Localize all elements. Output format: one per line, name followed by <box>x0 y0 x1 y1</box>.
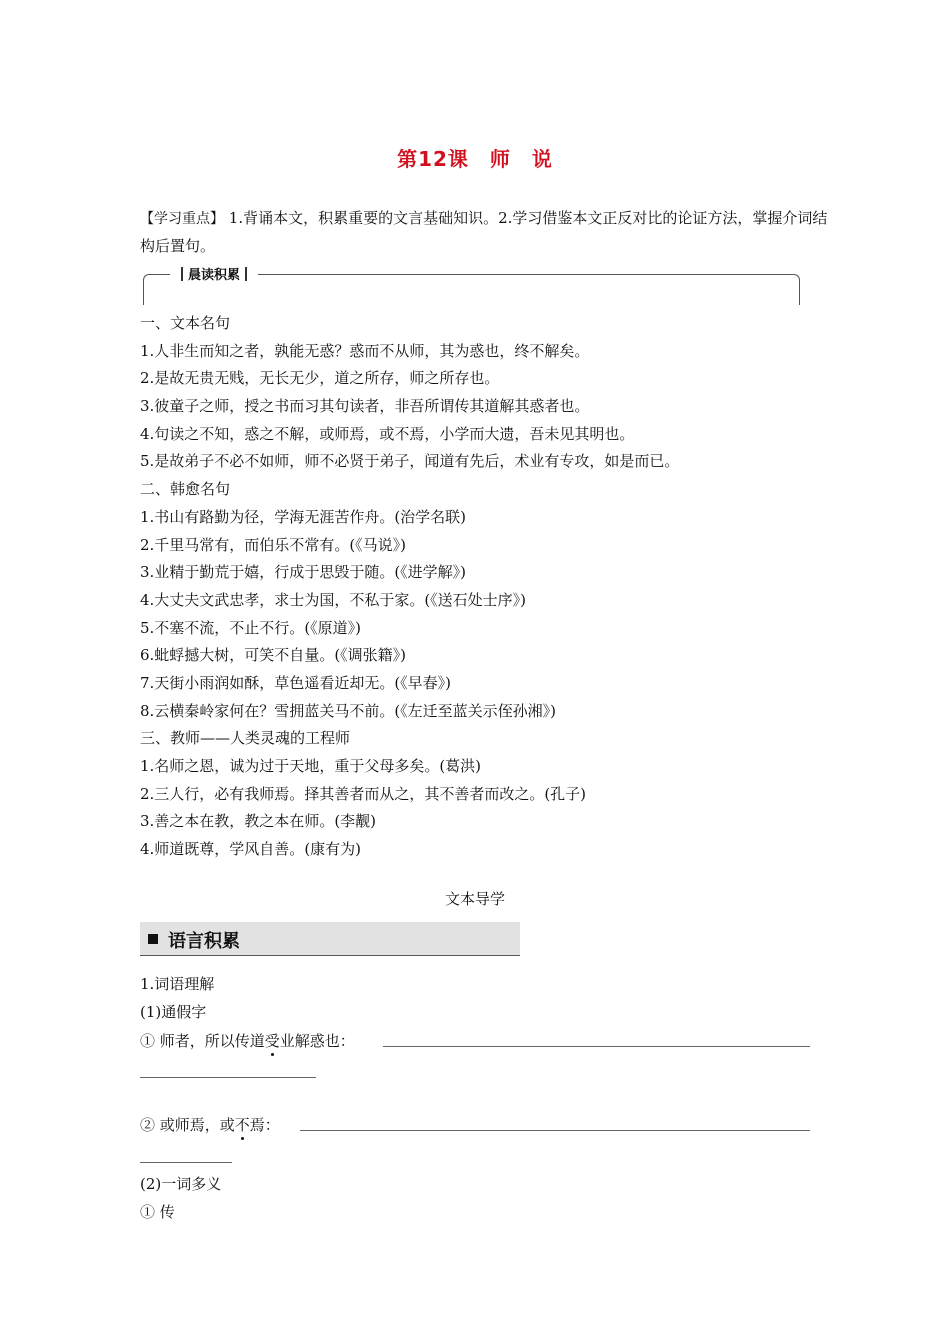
box-label <box>170 264 258 283</box>
list-item: 2.三人行，必有我师焉。择其善者而从之，其不善者而改之。(孔子) <box>140 784 587 803</box>
list-item: 3.善之本在教，教之本在师。(李觏) <box>140 812 377 831</box>
list-item: 5.是故弟子不必不如师，师不必贤于弟子，闻道有先后，术业有专攻，如是而已。 <box>140 452 680 471</box>
quote-list <box>140 310 679 864</box>
item-text: ② 或师焉，或 <box>140 1116 235 1134</box>
list-item: 1.书山有路勤为径，学海无涯苦作舟。(治学名联) <box>140 507 467 526</box>
item-text: 业解惑也： <box>279 1032 355 1050</box>
list-item: 8.云横秦岭家何在？雪拥蓝关马不前。(《左迁至蓝关示侄孙湘》) <box>140 701 557 720</box>
list-item: 4.师道既尊，学风自善。(康有为) <box>140 840 362 859</box>
section-heading: 二、韩愈名句 <box>140 480 231 499</box>
focus-text: 1.背诵本文，积累重要的文言基础知识。2.学习借鉴本文正反对比的论证方法，掌握介词结构后置句。 <box>140 209 828 255</box>
list-item: 3.彼童子之师，授之书而习其句读者，非吾所谓传其道解其惑者也。 <box>140 397 590 416</box>
list-item: 1.名师之恩，诚为过于天地，重于父母多矣。(葛洪) <box>140 757 482 775</box>
square-bullet-icon <box>148 934 158 944</box>
section-heading: 一、文本名句 <box>140 314 231 332</box>
list-item: 4.句读之不知，惑之不解，或师焉，或不焉，小学而大遗，吾未见其明也。 <box>140 424 635 443</box>
answer-blank[interactable] <box>383 1046 810 1047</box>
list-item: 2.千里马常有，而伯乐不常有。(《马说》) <box>140 535 407 554</box>
box-label-text: 晨读积累 <box>188 268 241 283</box>
question-1: 1.词语理解 <box>140 975 215 993</box>
page-title: 第12课 师 说 <box>397 147 553 171</box>
section-bar <box>140 922 520 956</box>
focus-tag: 【学习重点】 <box>140 211 224 227</box>
exercise-item-3: ① 传 <box>140 1203 175 1221</box>
answer-blank[interactable] <box>140 1077 316 1078</box>
list-item: 5.不塞不流，不止不行。(《原道》) <box>140 618 362 637</box>
list-item: 2.是故无贵无贱，无长无少，道之所存，师之所存也。 <box>140 369 500 388</box>
dotted-char: 受 <box>264 1032 280 1050</box>
exercise-item-2 <box>140 1114 280 1135</box>
subheading: 文本导学 <box>444 890 505 908</box>
item-text: 焉： <box>249 1116 280 1134</box>
dotted-char: 不 <box>234 1116 250 1134</box>
section-bar-title: 语言积累 <box>168 931 240 952</box>
list-item: 3.业精于勤荒于嬉，行成于思毁于随。(《进学解》) <box>140 563 467 582</box>
list-item: 4.大丈夫文武忠孝，求士为国，不私于家。(《送石处士序》) <box>140 590 527 609</box>
list-item: 6.蚍蜉撼大树，可笑不自量。(《调张籍》) <box>140 646 407 665</box>
learning-focus <box>140 205 830 260</box>
answer-blank[interactable] <box>140 1162 232 1163</box>
section-heading: 三、教师——人类灵魂的工程师 <box>140 729 351 748</box>
question-1-2: (2)一词多义 <box>140 1175 222 1193</box>
question-1-1: (1)通假字 <box>140 1003 207 1021</box>
list-item: 7.天街小雨润如酥，草色遥看近却无。(《早春》) <box>140 673 452 692</box>
exercise-item-1 <box>140 1030 355 1051</box>
answer-blank[interactable] <box>300 1130 810 1131</box>
list-item: 1.人非生而知之者，孰能无惑？惑而不从师，其为惑也，终不解矣。 <box>140 341 590 360</box>
item-text: ① 师者，所以传道 <box>140 1032 265 1050</box>
